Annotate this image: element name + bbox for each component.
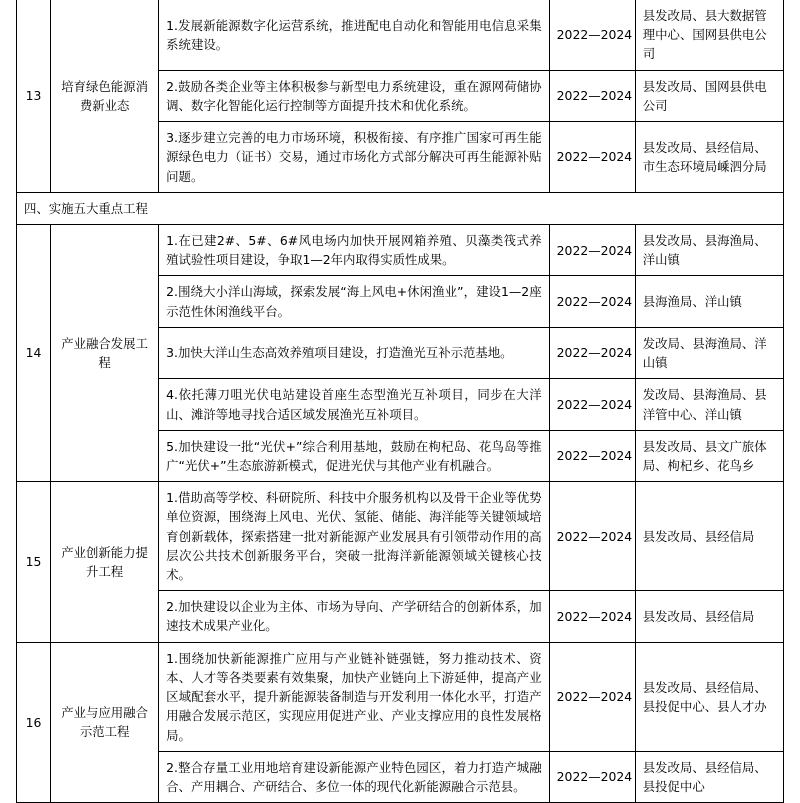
implementation-plan-table	[16, 0, 784, 803]
task-department: 县发改局、县文广旅体局、枸杞乡、花鸟乡	[635, 430, 783, 481]
task-content: 1.发展新能源数字化运营系统，推进配电自动化和智能用电信息采集系统建设。	[159, 0, 550, 70]
task-content: 3.加快大洋山生态高效养殖项目建设，打造渔光互补示范基地。	[159, 327, 550, 378]
task-name: 产业与应用融合示范工程	[51, 642, 159, 803]
row-number: 14	[17, 224, 51, 481]
task-content: 2.整合存量工业用地培育建设新能源产业特色园区，着力打造产城融合、产用耦合、产研结合、多位一体的现代化新能源融合示范县。	[159, 751, 550, 802]
task-time: 2022—2024	[549, 642, 635, 751]
task-department: 发改局、县海渔局、洋山镇	[635, 327, 783, 378]
task-time: 2022—2024	[549, 591, 635, 642]
task-department: 县发改局、县经信局	[635, 482, 783, 591]
task-department: 县发改局、国网县供电公司	[635, 70, 783, 121]
task-content: 3.逐步建立完善的电力市场环境，积极衔接、有序推广国家可再生能源绿色电力（证书）交易，通过市场化方式部分解决可再生能源补贴问题。	[159, 122, 550, 193]
table-row	[17, 642, 784, 751]
table-body	[17, 0, 784, 803]
task-department: 县海渔局、洋山镇	[635, 276, 783, 327]
table-row	[17, 482, 784, 591]
task-time: 2022—2024	[549, 224, 635, 275]
task-time: 2022—2024	[549, 430, 635, 481]
task-name: 培育绿色能源消费新业态	[51, 0, 159, 192]
task-department: 县发改局、县经信局	[635, 591, 783, 642]
task-content: 4.依托薄刀咀光伏电站建设首座生态型渔光互补项目，同步在大洋山、滩浒等地寻找合适区域发展渔光互补项目。	[159, 379, 550, 430]
row-number: 16	[17, 642, 51, 803]
task-content: 1.借助高等学校、科研院所、科技中介服务机构以及骨干企业等优势单位资源，围绕海上风电、光伏、氢能、储能、海洋能等关键领域培育创新载体，探索搭建一批对新能源产业发展具有引领带动作用的高层次公共技术创新服务平台，突破一批海洋新能源领域关键核心技术。	[159, 482, 550, 591]
task-time: 2022—2024	[549, 751, 635, 802]
task-department: 县发改局、县大数据管理中心、国网县供电公司	[635, 0, 783, 70]
task-time: 2022—2024	[549, 276, 635, 327]
task-time: 2022—2024	[549, 122, 635, 193]
task-content: 1.围绕加快新能源推广应用与产业链补链强链，努力推动技术、资本、人才等各类要素有效集聚，加快产业链向上下游延伸，提高产业区域配套水平，提升新能源装备制造与开发利用一体化水平，打造产用融合发展示范区，实现应用促进产业、产业支撑应用的良性发展格局。	[159, 642, 550, 751]
task-name: 产业融合发展工程	[51, 224, 159, 481]
task-department: 县发改局、县海渔局、洋山镇	[635, 224, 783, 275]
task-time: 2022—2024	[549, 327, 635, 378]
task-time: 2022—2024	[549, 70, 635, 121]
task-department: 发改局、县海渔局、县洋管中心、洋山镇	[635, 379, 783, 430]
task-content: 5.加快建设一批“光伏+”综合利用基地，鼓励在枸杞岛、花鸟岛等推广“光伏+”生态旅游新模式，促进光伏与其他产业有机融合。	[159, 430, 550, 481]
row-number: 13	[17, 0, 51, 192]
task-content: 1.在已建2#、5#、6#风电场内加快开展网箱养殖、贝藻类筏式养殖试验性项目建设，争取1—2年内取得实质性成果。	[159, 224, 550, 275]
section-title: 四、实施五大重点工程	[17, 192, 784, 224]
row-number: 15	[17, 482, 51, 643]
table-row	[17, 224, 784, 275]
task-time: 2022—2024	[549, 482, 635, 591]
task-time: 2022—2024	[549, 0, 635, 70]
section-header-row	[17, 192, 784, 224]
table-row	[17, 0, 784, 70]
task-content: 2.鼓励各类企业等主体积极参与新型电力系统建设，重在源网荷储协调、数字化智能化运行控制等方面提升技术和优化系统。	[159, 70, 550, 121]
task-time: 2022—2024	[549, 379, 635, 430]
task-department: 县发改局、县经信局、县投促中心、县人才办	[635, 642, 783, 751]
task-content: 2.围绕大小洋山海域，探索发展“海上风电+休闲渔业”，建设1—2座示范性休闲渔线平台。	[159, 276, 550, 327]
task-content: 2.加快建设以企业为主体、市场为导向、产学研结合的创新体系，加速技术成果产业化。	[159, 591, 550, 642]
task-department: 县发改局、县经信局、市生态环境局嵊泗分局	[635, 122, 783, 193]
task-department: 县发改局、县经信局、县投促中心	[635, 751, 783, 802]
task-name: 产业创新能力提升工程	[51, 482, 159, 643]
